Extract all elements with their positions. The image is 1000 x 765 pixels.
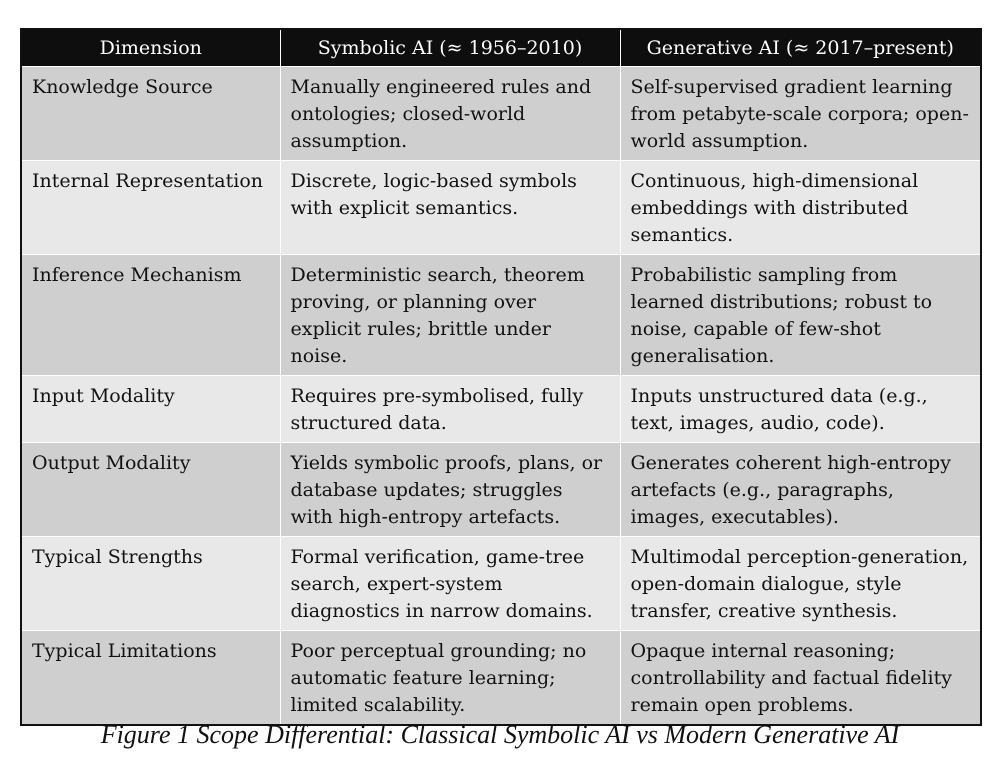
- table-row: [22, 67, 980, 161]
- symbolic-cell: Formal verification, game-tree search, expert-system diagnostics in narrow domains.: [280, 537, 620, 631]
- symbolic-cell: Deterministic search, theorem proving, or planning over explicit rules; brittle under noise.: [280, 255, 620, 376]
- generative-cell: Multimodal perception-generation, open-domain dialogue, style transfer, creative synthesis.: [620, 537, 980, 631]
- symbolic-cell: Poor perceptual grounding; no automatic feature learning; limited scalability.: [280, 631, 620, 725]
- table-header: [22, 30, 980, 67]
- dimension-cell: Typical Strengths: [22, 537, 280, 631]
- header-dimension: Dimension: [22, 30, 280, 67]
- table-row: [22, 255, 980, 376]
- dimension-cell: Typical Limitations: [22, 631, 280, 725]
- dimension-cell: Inference Mechanism: [22, 255, 280, 376]
- dimension-cell: Output Modality: [22, 443, 280, 537]
- generative-cell: Inputs unstructured data (e.g., text, images, audio, code).: [620, 376, 980, 443]
- table-row: [22, 161, 980, 255]
- symbolic-cell: Yields symbolic proofs, plans, or database updates; struggles with high-entropy artefacts.: [280, 443, 620, 537]
- symbolic-cell: Manually engineered rules and ontologies; closed-world assumption.: [280, 67, 620, 161]
- header-symbolic-ai: Symbolic AI (≈ 1956–2010): [280, 30, 620, 67]
- figure-caption: Figure 1 Scope Differential: Classical Symbolic AI vs Modern Generative AI: [100, 720, 900, 749]
- generative-cell: Self-supervised gradient learning from petabyte-scale corpora; open-world assumption.: [620, 67, 980, 161]
- generative-cell: Generates coherent high-entropy artefacts (e.g., paragraphs, images, executables).: [620, 443, 980, 537]
- table-row: [22, 376, 980, 443]
- table-row: [22, 443, 980, 537]
- header-row: [22, 30, 980, 67]
- symbolic-cell: Discrete, logic-based symbols with explicit semantics.: [280, 161, 620, 255]
- table-body: [22, 67, 980, 725]
- dimension-cell: Input Modality: [22, 376, 280, 443]
- comparison-table-frame: [20, 28, 982, 726]
- table-row: [22, 631, 980, 725]
- header-generative-ai: Generative AI (≈ 2017–present): [620, 30, 980, 67]
- generative-cell: Opaque internal reasoning; controllability and factual fidelity remain open problems.: [620, 631, 980, 725]
- dimension-cell: Knowledge Source: [22, 67, 280, 161]
- generative-cell: Continuous, high-dimensional embeddings with distributed semantics.: [620, 161, 980, 255]
- dimension-cell: Internal Representation: [22, 161, 280, 255]
- symbolic-cell: Requires pre-symbolised, fully structured data.: [280, 376, 620, 443]
- generative-cell: Probabilistic sampling from learned distributions; robust to noise, capable of few-shot generalisation.: [620, 255, 980, 376]
- comparison-table: [22, 30, 980, 724]
- table-row: [22, 537, 980, 631]
